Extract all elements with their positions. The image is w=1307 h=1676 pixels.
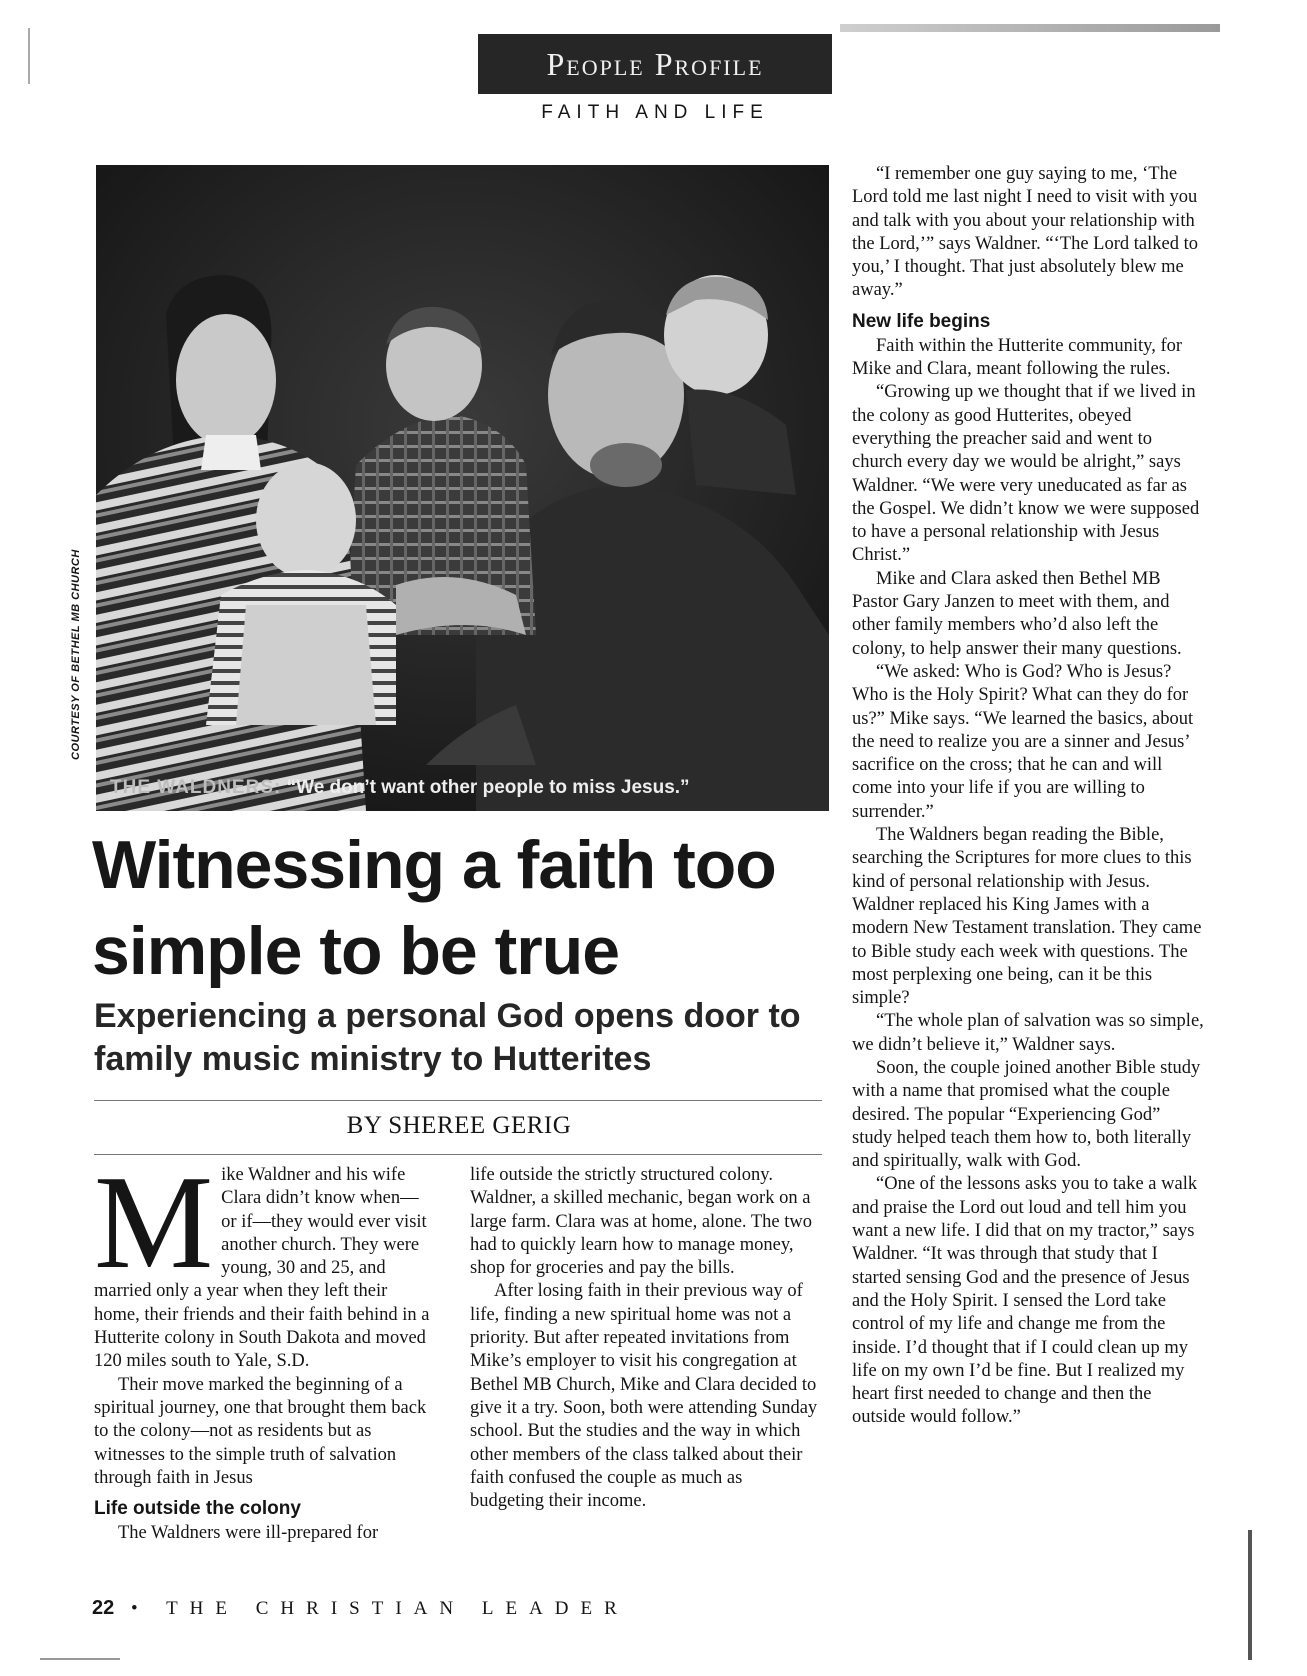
page-number: 22 — [92, 1597, 115, 1619]
drop-cap: M — [94, 1148, 214, 1296]
scan-mark-right — [1248, 1530, 1252, 1660]
paragraph: Faith within the Hutterite community, for Mike and Clara, meant following the rules. — [852, 335, 1183, 380]
paragraph: Their move marked the beginning of a spiritual journey, one that brought them back to the colony—not as residents but as witnesses to the simple truth of salvation through faith in Jesus — [94, 1374, 427, 1488]
paragraph: “I remember one guy saying to me, ‘The Lord told me last night I need to visit with you and talk with you about your relationship with the Lord,’” says Waldner. “‘The Lord talked to you,’ I thought. That just absolutely blew me away.” — [852, 164, 1198, 301]
article-headline: Witnessing a faith too simple to be true — [92, 827, 776, 989]
paragraph: Mike and Clara asked then Bethel MB Pastor Gary Janzen to meet with them, and other family members who’d also left the colony, to help answer their many questions. — [852, 568, 1182, 659]
paragraph: “One of the lessons asks you to take a walk and praise the Lord out loud and tell him you want a new life. I did that on my tractor,” says Waldner. “It was through that study that I started sensing God and the presence of Jesus and the Holy Spirit. I sensed the Lord take control of my life and change me from the inside. I’d thought that if I could clean up my life on my own I’d be fine. But I realized my heart first needed to change and then the outside would follow.” — [852, 1174, 1198, 1428]
paragraph: life outside the strictly structured colony. Waldner, a skilled mechanic, began work on a large farm. Clara was at home, alone. The two had to quickly learn how to manage money, shop for groceries and pay the bills. — [470, 1165, 812, 1279]
caption-text: “We don’t want other people to miss Jesus.” — [286, 777, 690, 798]
paragraph: After losing faith in their previous way of life, finding a new spiritual home was not a priority. But after repeated invitations from Mike’s employer to visit his congregation at Bethel MB Church, Mike and Clara decided to give it a try. Soon, both were attending Sunday school. But the studies and the way in which other members of the class talked about their faith confused the couple as much as budgeting their income. — [470, 1281, 818, 1512]
paragraph: Soon, the couple joined another Bible study with a name that promised what the couple desired. The popular “Experiencing God” study helped teach them how to, both literally and spiritually, walk with God. — [852, 1057, 1201, 1172]
paragraph: “We asked: Who is God? Who is Jesus? Who is the Holy Spirit? What can they do for us?” Mike says. “We learned the basics, about the need to realize you are a sinner and Jesus’ sacrifice on the cross; that he can and will come into your life if you are willing to surrender.” — [852, 661, 1194, 822]
paragraph: “Growing up we thought that if we lived in the colony as good Hutterites, obeyed everything the preacher said and went to church every day we would be alright,” says Waldner. “We were very uneducated as far as the Gospel. We didn’t know we were supposed to have a personal relationship with Jesus Christ.” — [852, 382, 1200, 566]
paragraph: The Waldners were ill-prepared for — [118, 1523, 379, 1544]
paragraph: “The whole plan of salvation was so simple, we didn’t believe it,” Waldner says. — [852, 1011, 1204, 1055]
section-banner: People Profile — [478, 34, 832, 94]
family-photo-image — [96, 165, 829, 811]
article-column-3 — [852, 163, 1204, 1430]
caption-label: THE WALDNERS: — [110, 777, 282, 798]
article-column-2 — [470, 1164, 818, 1513]
paragraph: ike Waldner and his wife Clara didn’t know when—or if—they would ever visit another church. They were young, 30 and 25, and married only a year when they left their home, their friends and their faith behind in a Hutterite colony in South Dakota and moved 120 miles south to Yale, S.D. — [94, 1165, 430, 1372]
scan-mark-bottom — [40, 1658, 120, 1660]
subheading: New life begins — [852, 310, 991, 332]
byline: BY SHEREE GERIG — [346, 1112, 572, 1139]
publication-name: THE CHRISTIAN LEADER — [166, 1598, 629, 1619]
byline-rule-top — [94, 1100, 822, 1101]
footer-separator: • — [131, 1598, 150, 1619]
subheading: Life outside the colony — [94, 1498, 301, 1520]
scan-mark — [28, 28, 30, 84]
article-deck: Experiencing a personal God opens door to family music ministry to Hutterites — [94, 997, 801, 1078]
section-subtitle: FAITH AND LIFE — [541, 102, 769, 123]
page-footer — [92, 1597, 629, 1620]
paragraph: The Waldners began reading the Bible, searching the Scriptures for more clues to this kind of personal relationship with Jesus. Waldner replaced his King James with a modern New Testament translation. They came to Bible study each week with questions. The most perplexing one being, can it be this simple? — [852, 825, 1202, 1009]
article-column-1 — [94, 1148, 434, 1545]
photo-credit: COURTESY OF BETHEL MB CHURCH — [70, 549, 82, 760]
photo-caption — [110, 777, 690, 799]
top-rule — [840, 24, 1220, 32]
family-photo — [96, 165, 829, 811]
